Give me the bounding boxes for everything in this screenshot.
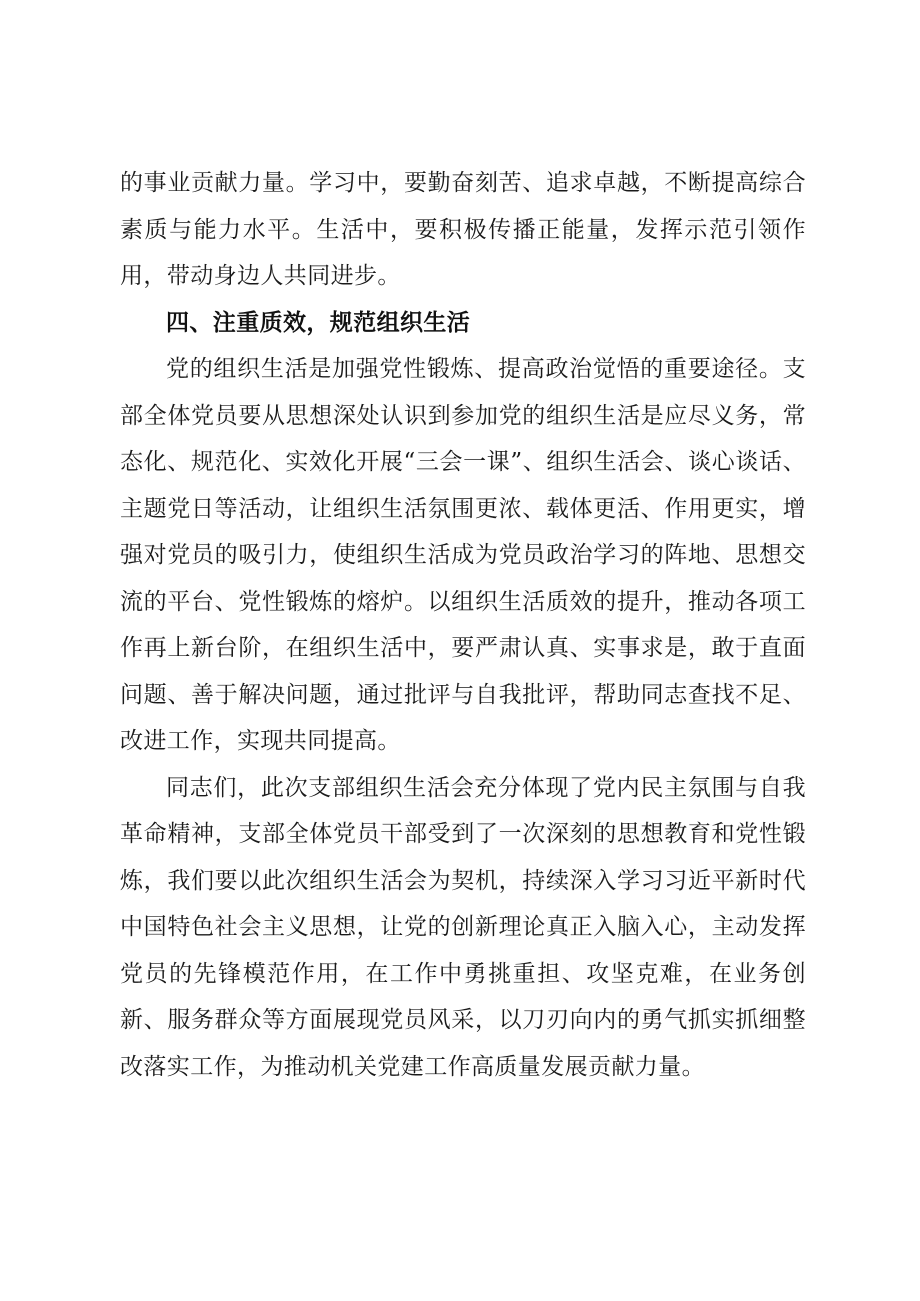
section-heading: 四、注重质效，规范组织生活: [166, 309, 471, 336]
continuation-paragraph: 的事业贡献力量。学习中，要勤奋刻苦、追求卓越，不断提高综合素质与能力水平。生活中，要积极传播正能量，发挥示范引领作用，带动身边人共同进步。: [120, 170, 806, 289]
body-paragraph-organization-life: 党的组织生活是加强党性锻炼、提高政治觉悟的重要途径。支部全体党员要从思想深处认识到参加党的组织生活是应尽义务，常态化、规范化、实效化开展“三会一课”、组织生活会、谈心谈话、主题党日等活动，让组织生活氛围更浓、载体更活、作用更实，增强对党员的吸引力，使组织生活成为党员政治学习的阵地、思想交流的平台、党性锻炼的熔炉。以组织生活质效的提升，推动各项工作再上新台阶，在组织生活中，要严肃认真、实事求是，敢于直面问题、善于解决问题，通过批评与自我批评，帮助同志查找不足、改进工作，实现共同提高。: [120, 356, 806, 754]
body-paragraph-closing: 同志们，此次支部组织生活会充分体现了党内民主氛围与自我革命精神，支部全体党员干部受到了一次深刻的思想教育和党性锻炼，我们要以此次组织生活会为契机，持续深入学习习近平新时代中国特色社会主义思想，让党的创新理论真正入脑入心，主动发挥党员的先锋模范作用，在工作中勇挑重担、攻坚克难，在业务创新、服务群众等方面展现党员风采，以刀刃向内的勇气抓实抓细整改落实工作，为推动机关党建工作高质量发展贡献力量。: [120, 774, 806, 1080]
document-body: [120, 160, 806, 1090]
